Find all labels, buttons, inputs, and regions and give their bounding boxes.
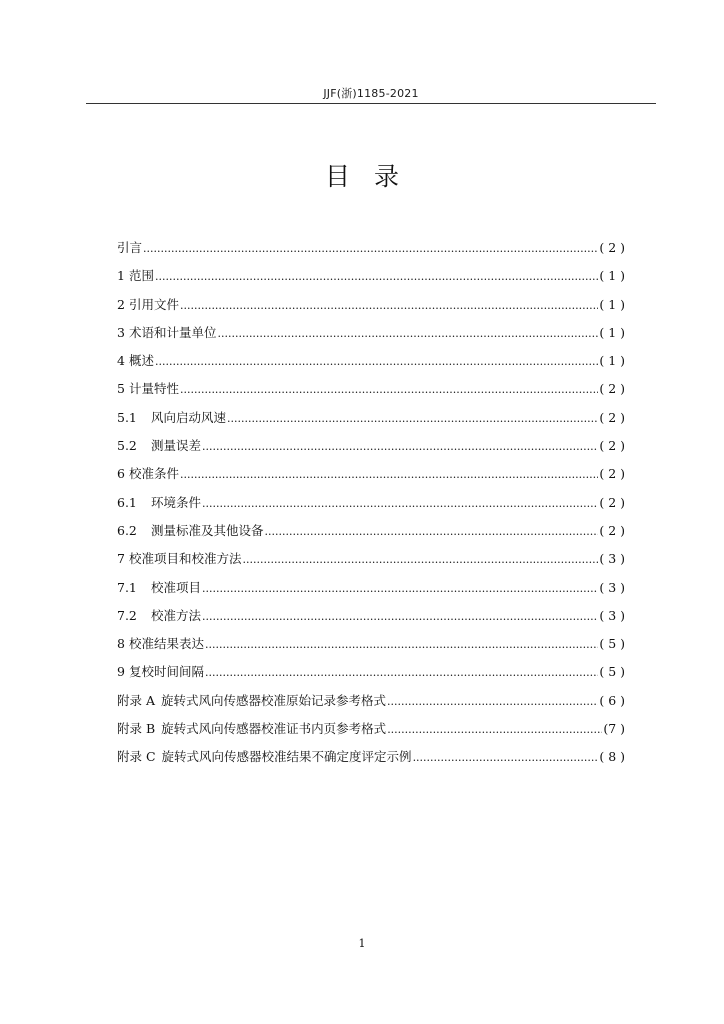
toc-entry-2[interactable] — [117, 291, 625, 319]
toc-entry-label: 校准结果表达 — [128, 636, 204, 652]
page-title — [0, 160, 724, 194]
toc-entry-page: ( 2 ) — [599, 494, 625, 510]
toc-entry-page: ( 1 ) — [599, 296, 625, 312]
toc-entry-number: 9 — [117, 664, 125, 680]
toc-leader-dots — [217, 320, 598, 348]
toc-entry-page: ( 1 ) — [599, 324, 625, 340]
toc-entry-label: 复校时间间隔 — [128, 664, 204, 680]
toc-leader-dots — [155, 263, 598, 291]
toc-entry-page: ( 3 ) — [599, 551, 625, 567]
document-header-code: JJF(浙)1185-2021 — [323, 87, 419, 100]
toc-leader-dots — [202, 575, 598, 603]
toc-entry-label: 测量标准及其他设备 — [151, 522, 264, 538]
toc-entry-number: 7.2 — [117, 607, 137, 623]
toc-entry-5[interactable] — [117, 375, 625, 403]
toc-entry-number: 附录 C — [117, 749, 156, 765]
toc-entry-number: 附录 B — [117, 721, 156, 737]
toc-entry-label: 校准项目和校准方法 — [128, 551, 242, 567]
toc-leader-dots — [242, 546, 598, 574]
toc-entry-label: 风向启动风速 — [151, 409, 227, 425]
toc-entry-7-1[interactable] — [117, 574, 625, 602]
toc-entry-5-2[interactable] — [117, 432, 625, 460]
toc-leader-dots — [387, 716, 602, 744]
toc-leader-dots — [143, 235, 598, 263]
toc-entry-page: ( 3 ) — [599, 579, 625, 595]
toc-entry-label: 术语和计量单位 — [128, 324, 217, 340]
toc-entry-6-2[interactable] — [117, 517, 625, 545]
toc-entry-page: ( 2 ) — [599, 438, 625, 454]
toc-leader-dots — [387, 688, 598, 716]
toc-entry-page: ( 6 ) — [599, 692, 625, 708]
toc-entry-4[interactable] — [117, 347, 625, 375]
header-divider — [86, 103, 656, 104]
toc-entry-number: 4 — [117, 353, 125, 369]
toc-entry-page: ( 1 ) — [599, 353, 625, 369]
toc-leader-dots — [180, 461, 598, 489]
toc-entry-label: 旋转式风向传感器校准原始记录参考格式 — [161, 692, 387, 708]
toc-entry-7[interactable] — [117, 545, 625, 573]
toc-entry-number: 7 — [117, 551, 125, 567]
toc-entry-appendix-c[interactable] — [117, 743, 625, 771]
toc-entry-number: 3 — [117, 324, 125, 340]
toc-entry-number: 7.1 — [117, 579, 137, 595]
toc-entry-page: ( 1 ) — [599, 268, 625, 284]
toc-entry-9[interactable] — [117, 658, 625, 686]
toc-leader-dots — [155, 348, 598, 376]
toc-entry-label: 环境条件 — [151, 494, 202, 510]
toc-entry-page: ( 5 ) — [599, 636, 625, 652]
toc-entry-6[interactable] — [117, 460, 625, 488]
toc-leader-dots — [227, 405, 598, 433]
toc-entry-5-1[interactable] — [117, 404, 625, 432]
toc-leader-dots — [205, 659, 598, 687]
toc-leader-dots — [202, 490, 598, 518]
toc-entry-page: ( 3 ) — [599, 607, 625, 623]
toc-entry-number: 5 — [117, 381, 125, 397]
toc-entry-label: 引言 — [117, 240, 143, 255]
toc-entry-label: 校准条件 — [128, 466, 179, 482]
toc-entry-label: 校准方法 — [151, 607, 202, 623]
toc-entry-number: 1 — [117, 268, 125, 284]
toc-entry-label: 旋转式风向传感器校准证书内页参考格式 — [161, 721, 387, 737]
toc-entry-label: 旋转式风向传感器校准结果不确定度评定示例 — [161, 749, 412, 765]
title-char-2: 录 — [374, 162, 400, 191]
toc-entry-appendix-b[interactable] — [117, 715, 625, 743]
toc-entry-page: ( 2 ) — [599, 409, 625, 425]
toc-entry-page: ( 2 ) — [599, 240, 625, 255]
toc-entry-label: 概述 — [128, 353, 154, 369]
toc-entry-appendix-a[interactable] — [117, 687, 625, 715]
toc-entry-page: (7 ) — [603, 721, 625, 737]
toc-entry-page: ( 2 ) — [599, 522, 625, 538]
toc-entry-number: 5.2 — [117, 438, 137, 454]
toc-entry-8[interactable] — [117, 630, 625, 658]
toc-leader-dots — [202, 603, 598, 631]
toc-entry-label: 校准项目 — [151, 579, 202, 595]
toc-leader-dots — [413, 744, 599, 772]
toc-entry-label: 测量误差 — [151, 438, 202, 454]
toc-leader-dots — [265, 518, 599, 546]
toc-entry-3[interactable] — [117, 319, 625, 347]
toc-entry-number: 6 — [117, 466, 125, 482]
toc-entry-number: 6.2 — [117, 522, 137, 538]
toc-entry-label: 引用文件 — [128, 296, 179, 312]
toc-entry-number: 附录 A — [117, 692, 156, 708]
toc-leader-dots — [180, 376, 598, 404]
toc-leader-dots — [202, 433, 598, 461]
toc-entry-intro[interactable] — [117, 234, 625, 262]
toc-entry-label: 计量特性 — [128, 381, 179, 397]
toc-leader-dots — [180, 292, 598, 320]
toc-entry-page: ( 5 ) — [599, 664, 625, 680]
toc-entry-number: 5.1 — [117, 409, 137, 425]
toc-entry-label: 范围 — [128, 268, 154, 284]
toc-entry-page: ( 8 ) — [599, 749, 625, 765]
toc-entry-page: ( 2 ) — [599, 466, 625, 482]
table-of-contents — [117, 234, 625, 772]
page-number: 1 — [358, 937, 366, 950]
toc-entry-6-1[interactable] — [117, 489, 625, 517]
toc-entry-number: 2 — [117, 296, 125, 312]
toc-entry-1[interactable] — [117, 262, 625, 290]
toc-leader-dots — [205, 631, 598, 659]
toc-entry-number: 6.1 — [117, 494, 137, 510]
toc-entry-number: 8 — [117, 636, 125, 652]
toc-entry-page: ( 2 ) — [599, 381, 625, 397]
toc-entry-7-2[interactable] — [117, 602, 625, 630]
title-char-1: 目 — [324, 162, 350, 191]
